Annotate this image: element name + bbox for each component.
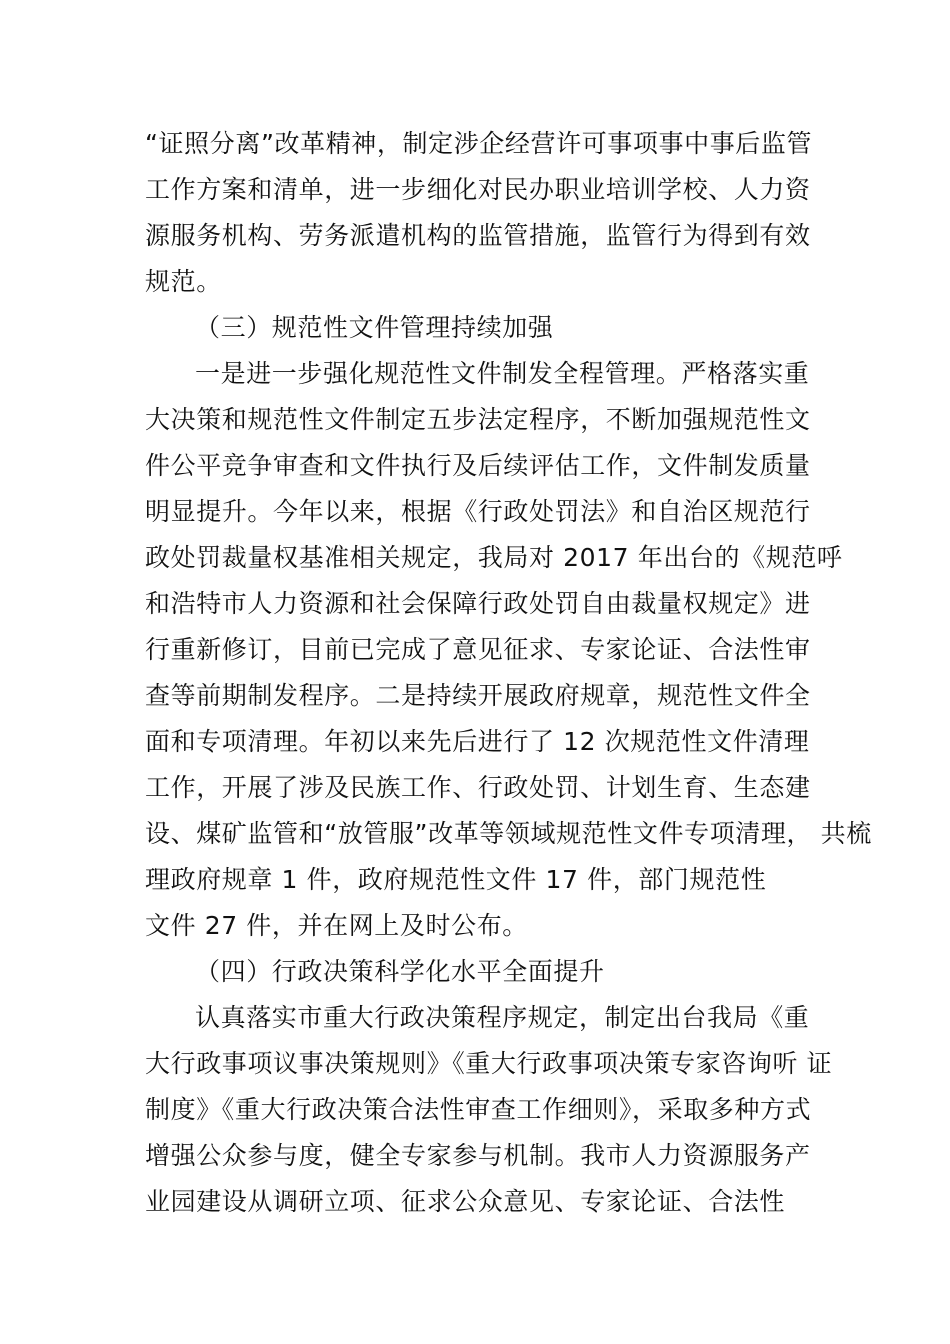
text-line-21: 大行政事项议事决策规则》《重大行政事项决策专家咨询听 证	[145, 1049, 833, 1078]
section-heading-3: （三）规范性文件管理持续加强	[195, 313, 554, 342]
text-line-18: 文件 27 件，并在网上及时公布。	[145, 911, 528, 940]
text-line-22: 制度》《重大行政决策合法性审查工作细则》，采取多种方式	[145, 1095, 812, 1124]
text-line-4: 规范。	[145, 267, 222, 296]
text-line-20: 认真落实市重大行政决策程序规定，制定出台我局《重	[195, 1003, 810, 1032]
text-line-7: 大决策和规范性文件制定五步法定程序，不断加强规范性文	[145, 405, 811, 434]
text-line-1: “证照分离”改革精神，制定涉企经营许可事项事中事后监管	[145, 129, 813, 158]
text-line-24: 业园建设从调研立项、征求公众意见、专家论证、合法性	[145, 1187, 786, 1216]
text-line-15: 工作，开展了涉及民族工作、行政处罚、计划生育、生态建	[145, 773, 811, 802]
text-line-13: 查等前期制发程序。二是持续开展政府规章，规范性文件全	[145, 681, 811, 710]
text-line-17: 理政府规章 1 件，政府规范性文件 17 件，部门规范性	[145, 865, 767, 894]
text-line-3: 源服务机构、劳务派遣机构的监管措施，监管行为得到有效	[145, 221, 811, 250]
text-line-14: 面和专项清理。年初以来先后进行了 12 次规范性文件清理	[145, 727, 810, 756]
text-line-12: 行重新修订，目前已完成了意见征求、专家论证、合法性审	[145, 635, 811, 664]
text-line-6: 一是进一步强化规范性文件制发全程管理。严格落实重	[195, 359, 810, 388]
text-line-10: 政处罚裁量权基准相关规定，我局对 2017 年出台的《规范呼	[145, 543, 843, 572]
text-line-9: 明显提升。今年以来，根据《行政处罚法》和自治区规范行	[145, 497, 811, 526]
text-line-11: 和浩特市人力资源和社会保障行政处罚自由裁量权规定》进	[145, 589, 811, 618]
text-line-2: 工作方案和清单，进一步细化对民办职业培训学校、人力资	[145, 175, 811, 204]
text-line-8: 件公平竞争审查和文件执行及后续评估工作，文件制发质量	[145, 451, 811, 480]
text-line-16: 设、煤矿监管和“放管服”改革等领域规范性文件专项清理， 共梳	[145, 819, 872, 848]
section-heading-4: （四）行政决策科学化水平全面提升	[195, 957, 605, 986]
text-line-23: 增强公众参与度，健全专家参与机制。我市人力资源服务产	[145, 1141, 811, 1170]
